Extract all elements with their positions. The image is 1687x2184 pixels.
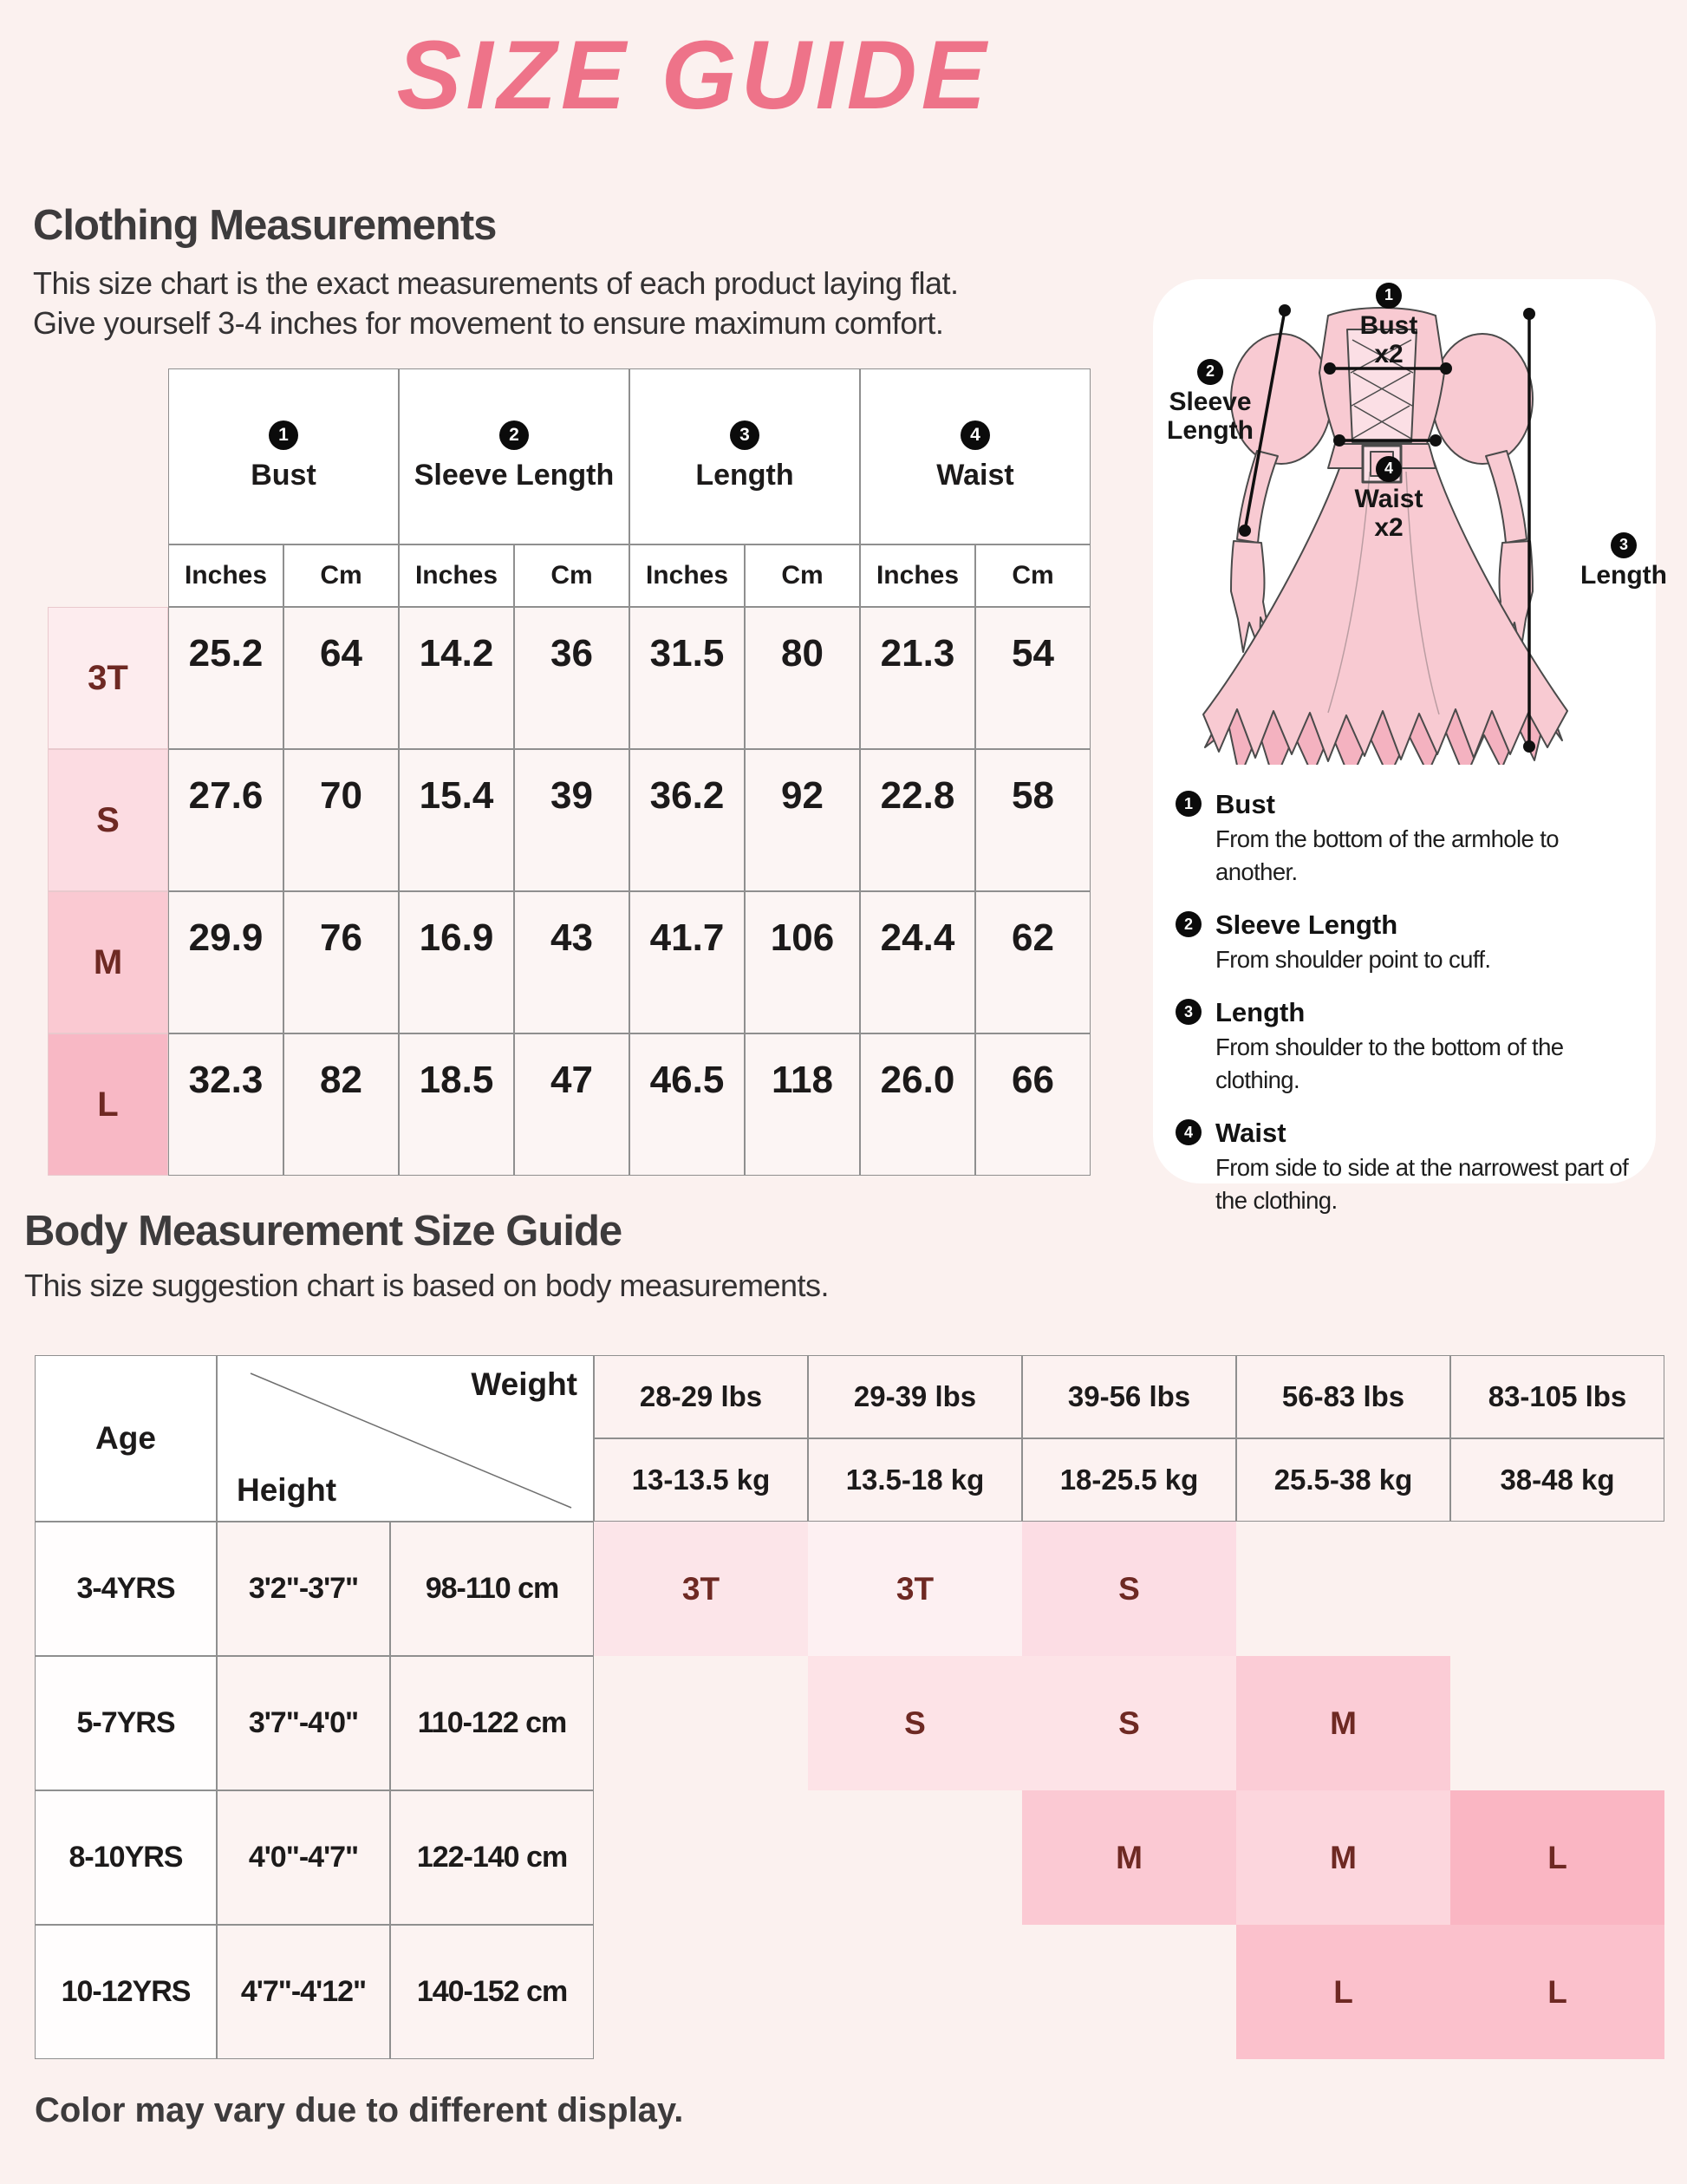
unit-header: Inches [399,544,514,607]
weight-kg-header: 38-48 kg [1450,1438,1664,1522]
unit-header: Cm [745,544,860,607]
weight-lbs-header: 28-29 lbs [594,1355,808,1438]
weight-kg-header: 18-25.5 kg [1022,1438,1236,1522]
annotation-label: Waist [1354,484,1423,513]
size-row-label: 3T [48,607,168,749]
clothing-measurements-heading: Clothing Measurements [33,202,497,249]
table-cell: 14.2 [399,607,514,749]
table-cell: 18.5 [399,1033,514,1176]
height-cm-cell: 122-140 cm [390,1790,594,1925]
age-cell: 5-7YRS [35,1656,217,1790]
circled-number-icon: 4 [1176,1119,1202,1145]
table-cell: 46.5 [629,1033,745,1176]
height-ft-cell: 4'0"-4'7" [217,1790,390,1925]
legend-description: From the bottom of the armhole to another. [1215,825,1559,885]
annotation-multiplier: x2 [1374,339,1404,368]
table-cell: 36 [514,607,629,749]
legend-title: Waist [1215,1118,1286,1148]
table-cell: 92 [745,749,860,891]
size-recommendation-cell: L [1236,1925,1450,2059]
size-recommendation-cell: M [1236,1790,1450,1925]
bust-annotation [1319,277,1458,368]
circled-number-icon: 1 [1376,283,1402,309]
footer-note: Color may vary due to different display. [35,2091,684,2129]
weight-lbs-header: 29-39 lbs [808,1355,1022,1438]
table-cell: 47 [514,1033,629,1176]
column-header-waist [860,368,1091,544]
legend-item-sleeve-length [1176,909,1644,976]
column-header-length [629,368,860,544]
size-recommendation-cell [594,1656,808,1790]
body-measurement-description: This size suggestion chart is based on body measurements. [24,1268,829,1303]
table-cell: 21.3 [860,607,975,749]
unit-header: Inches [629,544,745,607]
table-cell: 43 [514,891,629,1033]
column-header-sleeve-length [399,368,629,544]
table-corner-spacer [48,368,168,544]
weight-lbs-header: 56-83 lbs [1236,1355,1450,1438]
table-cell: 26.0 [860,1033,975,1176]
table-cell: 22.8 [860,749,975,891]
body-measurement-table [35,1355,1664,2059]
circled-number-icon: 3 [730,421,759,450]
size-recommendation-cell [1450,1522,1664,1656]
size-recommendation-cell [808,1925,1022,2059]
column-header-label: Length [695,459,794,492]
unit-header: Cm [975,544,1091,607]
weight-kg-header: 13.5-18 kg [808,1438,1022,1522]
column-header-label: Waist [936,459,1014,492]
weight-lbs-header: 39-56 lbs [1022,1355,1236,1438]
unit-header: Cm [283,544,399,607]
age-header-cell: Age [35,1355,217,1522]
clothing-measurements-table [48,368,1091,1176]
table-cell: 31.5 [629,607,745,749]
legend-description: From side to side at the narrowest part of the clothing. [1215,1154,1629,1214]
size-row-label: L [48,1033,168,1176]
annotation-label: Sleeve [1169,387,1252,416]
size-recommendation-cell: L [1450,1790,1664,1925]
clothing-description-line1: This size chart is the exact measurements of each product laying flat. [33,265,959,301]
table-cell: 76 [283,891,399,1033]
table-cell: 36.2 [629,749,745,891]
size-recommendation-cell [1450,1656,1664,1790]
table-cell: 58 [975,749,1091,891]
circled-number-icon: 3 [1611,532,1637,558]
table-cell: 39 [514,749,629,891]
size-recommendation-cell: S [808,1656,1022,1790]
measurement-diagram-card [1153,279,1667,1214]
age-cell: 3-4YRS [35,1522,217,1656]
table-cell: 29.9 [168,891,283,1033]
weight-kg-header: 25.5-38 kg [1236,1438,1450,1522]
annotation-multiplier: x2 [1374,512,1404,542]
height-ft-cell: 4'7"-4'12" [217,1925,390,2059]
circled-number-icon: 2 [1197,359,1223,385]
size-recommendation-cell: M [1022,1790,1236,1925]
column-header-label: Sleeve Length [414,459,615,492]
weight-header-label: Weight [471,1366,577,1402]
table-cell: 80 [745,607,860,749]
circled-number-icon: 3 [1176,999,1202,1025]
weight-lbs-header: 83-105 lbs [1450,1355,1664,1438]
column-header-label: Bust [251,459,316,492]
height-cm-cell: 140-152 cm [390,1925,594,2059]
circled-number-icon: 4 [961,421,990,450]
page-title: SIZE GUIDE [396,21,991,129]
legend-item-length [1176,997,1644,1097]
table-cell: 66 [975,1033,1091,1176]
table-cell: 64 [283,607,399,749]
size-recommendation-cell: S [1022,1656,1236,1790]
annotation-label: Bust [1359,310,1418,340]
table-cell: 27.6 [168,749,283,891]
table-cell: 70 [283,749,399,891]
table-cell: 25.2 [168,607,283,749]
unit-header: Inches [168,544,283,607]
height-ft-cell: 3'2"-3'7" [217,1522,390,1656]
table-cell: 15.4 [399,749,514,891]
circled-number-icon: 2 [499,421,529,450]
annotation-label: Length [1580,560,1667,590]
table-cell: 82 [283,1033,399,1176]
table-cell: 54 [975,607,1091,749]
size-recommendation-cell: S [1022,1522,1236,1656]
size-recommendation-cell [1022,1925,1236,2059]
table-cell: 62 [975,891,1091,1033]
table-cell: 106 [745,891,860,1033]
length-annotation [1559,527,1687,590]
age-cell: 8-10YRS [35,1790,217,1925]
circled-number-icon: 2 [1176,911,1202,937]
weight-height-header-cell [217,1355,594,1522]
legend-item-waist [1176,1118,1644,1217]
circled-number-icon: 1 [269,421,298,450]
table-corner-spacer [48,544,168,607]
size-row-label: S [48,749,168,891]
waist-annotation [1319,451,1458,542]
table-cell: 16.9 [399,891,514,1033]
height-cm-cell: 98-110 cm [390,1522,594,1656]
size-recommendation-cell [594,1790,808,1925]
size-recommendation-cell: 3T [808,1522,1022,1656]
unit-header: Inches [860,544,975,607]
table-cell: 118 [745,1033,860,1176]
circled-number-icon: 4 [1376,456,1402,482]
legend-title: Bust [1215,789,1275,819]
unit-header: Cm [514,544,629,607]
size-recommendation-cell [594,1925,808,2059]
legend-description: From shoulder to the bottom of the clothing. [1215,1033,1564,1093]
size-recommendation-cell [1236,1522,1450,1656]
size-row-label: M [48,891,168,1033]
size-recommendation-cell: 3T [594,1522,808,1656]
legend-item-bust [1176,789,1644,889]
legend-title: Length [1215,997,1306,1027]
column-header-bust [168,368,399,544]
legend-title: Sleeve Length [1215,909,1398,940]
height-ft-cell: 3'7"-4'0" [217,1656,390,1790]
clothing-description-line2: Give yourself 3-4 inches for movement to ensure maximum comfort. [33,305,944,341]
annotation-label: Length [1167,415,1254,445]
body-measurement-heading: Body Measurement Size Guide [24,1208,622,1255]
legend-description: From shoulder point to cuff. [1215,946,1491,973]
circled-number-icon: 1 [1176,791,1202,817]
sleeve-length-annotation [1153,354,1267,445]
table-cell: 41.7 [629,891,745,1033]
height-header-label: Height [237,1472,337,1508]
measurement-legend [1176,789,1644,1238]
size-recommendation-cell: L [1450,1925,1664,2059]
table-cell: 32.3 [168,1033,283,1176]
size-recommendation-cell [808,1790,1022,1925]
table-cell: 24.4 [860,891,975,1033]
weight-kg-header: 13-13.5 kg [594,1438,808,1522]
size-recommendation-cell: M [1236,1656,1450,1790]
age-cell: 10-12YRS [35,1925,217,2059]
height-cm-cell: 110-122 cm [390,1656,594,1790]
